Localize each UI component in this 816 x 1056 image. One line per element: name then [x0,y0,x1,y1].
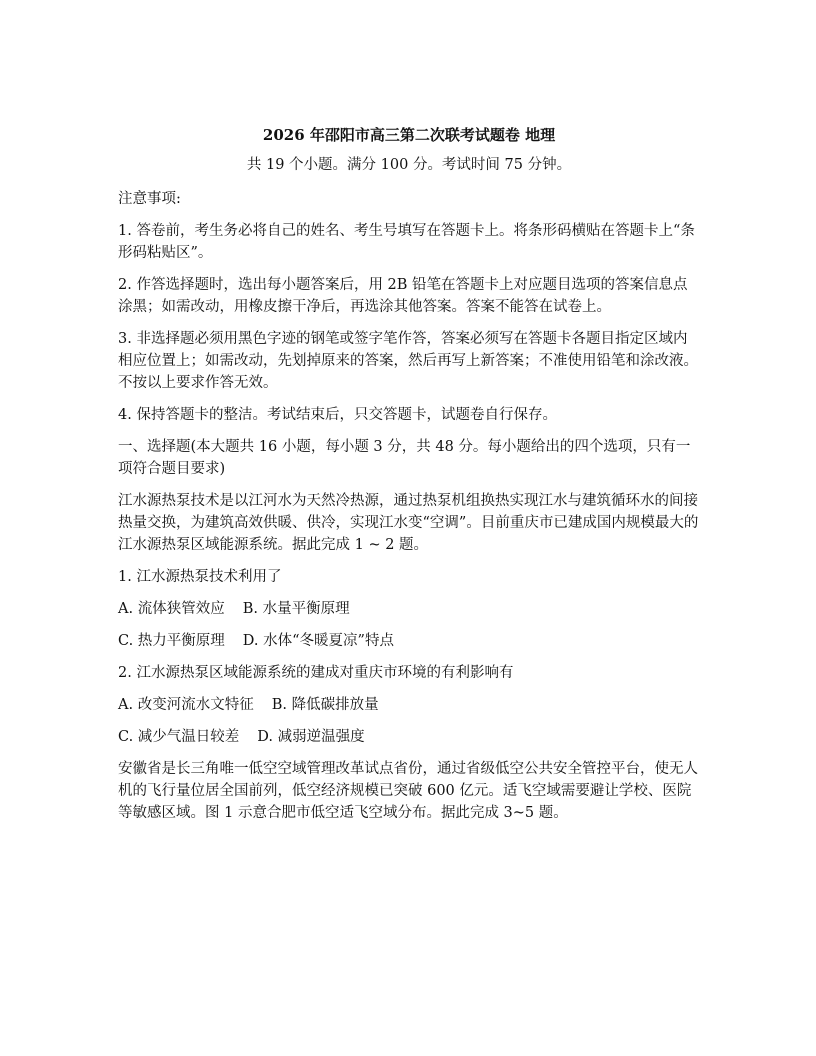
question-2-options-row-1 [118,694,700,716]
note-item-2: 2. 作答选择题时，选出每小题答案后，用 2B 铅笔在答题卡上对应题目选项的答案信息点涂黑；如需改动，用橡皮擦干净后，再选涂其他答案。答案不能答在试卷上。 [118,277,688,315]
question-1-stem: 1. 江水源热泵技术利用了 [118,569,282,585]
q1-option-d: D. 水体“冬暖夏凉”特点 [242,633,394,649]
q1-option-c: C. 热力平衡原理 [118,633,225,649]
q1-option-b: B. 水量平衡原理 [242,601,350,617]
exam-page [118,124,700,834]
passage-1: 江水源热泵技术是以江河水为天然冷热源，通过热泵机组换热实现江水与建筑循环水的间接热量交换，为建筑高效供暖、供冷，实现江水变“空调”。目前重庆市已建成国内规模最大的江水源热泵区域能源系统。据此完成 1 ~ 2 题。 [118,493,699,553]
question-1-options-row-2 [118,630,700,652]
q2-option-d: D. 减弱逆温强度 [257,729,365,745]
q2-option-a: A. 改变河流水文特征 [118,697,254,713]
question-2-options-row-2 [118,726,700,748]
question-2-stem: 2. 江水源热泵区域能源系统的建成对重庆市环境的有利影响有 [118,665,514,681]
exam-title: 2026 年邵阳市高三第二次联考试题卷 地理 [262,126,556,144]
q2-option-b: B. 降低碳排放量 [271,697,379,713]
q1-option-a: A. 流体狭管效应 [118,601,225,617]
question-1-options-row-1 [118,598,700,620]
exam-subtitle: 共 19 个小题。满分 100 分。考试时间 75 分钟。 [246,157,572,173]
note-item-1: 1. 答卷前，考生务必将自己的姓名、考生号填写在答题卡上。将条形码横贴在答题卡上“条形码粘贴区”。 [118,223,695,261]
note-item-4: 4. 保持答题卡的整洁。考试结束后，只交答题卡，试题卷自行保存。 [118,407,557,423]
passage-2: 安徽省是长三角唯一低空空域管理改革试点省份，通过省级低空公共安全管控平台，使无人机的飞行量位居全国前列，低空经济规模已突破 600 亿元。适飞空域需要避让学校、医院等敏感区域。图 1 示意合肥市低空适飞空域分布。据此完成 3~5 题。 [118,761,698,821]
section-heading: 一、选择题(本大题共 16 小题，每小题 3 分，共 48 分。每小题给出的四个选项，只有一项符合题目要求) [118,439,691,477]
notes-heading: 注意事项: [118,191,181,207]
note-item-3: 3. 非选择题必须用黑色字迹的钢笔或签字笔作答，答案必须写在答题卡各题目指定区域内相应位置上；如需改动，先划掉原来的答案，然后再写上新答案；不准使用铅笔和涂改液。不按以上要求作答无效。 [118,331,698,391]
q2-option-c: C. 减少气温日较差 [118,729,240,745]
